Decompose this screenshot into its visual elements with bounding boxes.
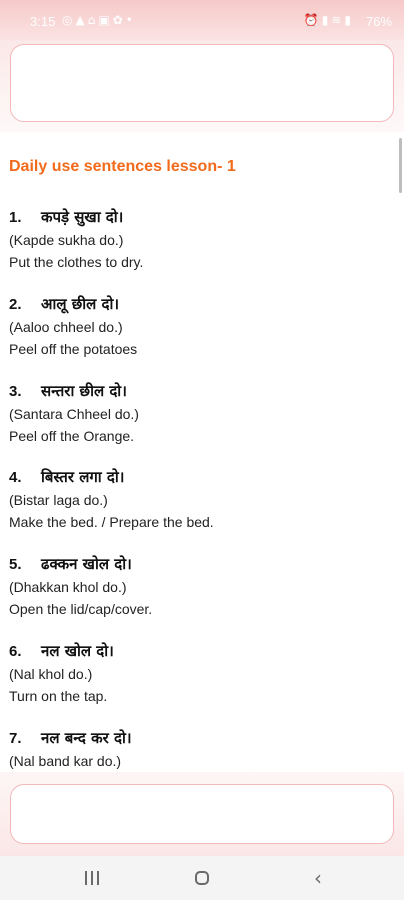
- sentence-hindi: नल बन्द कर दो।: [41, 729, 132, 747]
- back-button[interactable]: [298, 864, 338, 892]
- sentence-item: [9, 293, 389, 360]
- signal-icon: ▮: [344, 13, 354, 27]
- top-ad-box[interactable]: [10, 44, 394, 122]
- sentence-item: [9, 206, 389, 273]
- recent-apps-icon: [85, 871, 99, 885]
- home-button[interactable]: [182, 864, 222, 892]
- lesson-content[interactable]: [0, 132, 404, 772]
- warning-icon: ▲: [75, 13, 88, 27]
- sentence-english: Peel off the Orange.: [9, 428, 135, 444]
- sentence-hindi: ढक्कन खोल दो।: [41, 555, 132, 573]
- airtel-icon: ✿: [112, 13, 126, 27]
- recent-apps-button[interactable]: [72, 864, 112, 892]
- sentence-english: Make the bed. / Prepare the bed.: [9, 514, 214, 530]
- sentence-transliteration: (Dhakkan khol do.): [9, 579, 127, 595]
- battery-percent: 76%: [365, 14, 392, 29]
- sentence-transliteration: (Kapde sukha do.): [9, 232, 124, 248]
- sentence-transliteration: (Nal band kar do.): [9, 753, 122, 769]
- sentence-english: Put the clothes to dry.: [9, 254, 144, 270]
- alarm-icon: ⏰: [303, 13, 322, 27]
- sentence-hindi: आलू छील दो।: [41, 295, 120, 313]
- sentence-transliteration: (Nal khol do.): [9, 666, 93, 682]
- sentence-number: 6.: [9, 643, 22, 660]
- scrollbar[interactable]: [399, 138, 402, 193]
- sentence-item: [9, 727, 389, 772]
- sentence-hindi: बिस्तर लगा दो।: [41, 468, 125, 486]
- back-chevron-icon: ‹: [314, 866, 322, 890]
- status-time: 3:15: [30, 14, 56, 29]
- sentence-hindi: कपड़े सुखा दो।: [41, 208, 124, 226]
- lesson-title: Daily use sentences lesson- 1: [9, 158, 236, 175]
- sentence-item: [9, 380, 389, 447]
- home-icon: ⌂: [87, 13, 99, 27]
- home-icon: [195, 871, 209, 885]
- bottom-banner: [0, 772, 404, 856]
- sentence-item: [9, 466, 389, 533]
- sentence-transliteration: (Bistar laga do.): [9, 492, 108, 508]
- sentence-number: 2.: [9, 296, 22, 313]
- sentence-number: 3.: [9, 383, 22, 400]
- system-icons: [304, 13, 354, 27]
- sentence-number: 4.: [9, 469, 22, 486]
- sentence-transliteration: (Aaloo chheel do.): [9, 319, 123, 335]
- dot-icon: •: [125, 13, 136, 27]
- sentence-number: 7.: [9, 730, 22, 747]
- wifi-icon: ≋: [331, 13, 345, 27]
- sentence-transliteration: (Santara Chheel do.): [9, 406, 139, 422]
- sentence-item: [9, 640, 389, 707]
- sentence-item: [9, 553, 389, 620]
- sentence-english: Open the lid/cap/cover.: [9, 601, 153, 617]
- whatsapp-icon: ◎: [62, 13, 76, 27]
- notification-icons: [62, 13, 136, 27]
- sentence-hindi: नल खोल दो।: [41, 642, 114, 660]
- bottom-ad-box[interactable]: [10, 784, 394, 844]
- top-banner: [0, 40, 404, 132]
- status-bar: [0, 0, 404, 40]
- sentence-number: 1.: [9, 209, 22, 226]
- signal-icon: ▮: [321, 13, 332, 27]
- system-nav-bar: [0, 856, 404, 900]
- sentence-english: Turn on the tap.: [9, 688, 108, 704]
- sentence-hindi: सन्तरा छील दो।: [41, 382, 127, 400]
- sentence-number: 5.: [9, 556, 22, 573]
- app-icon: ▣: [98, 13, 113, 27]
- sentence-english: Peel off the potatoes: [9, 341, 138, 357]
